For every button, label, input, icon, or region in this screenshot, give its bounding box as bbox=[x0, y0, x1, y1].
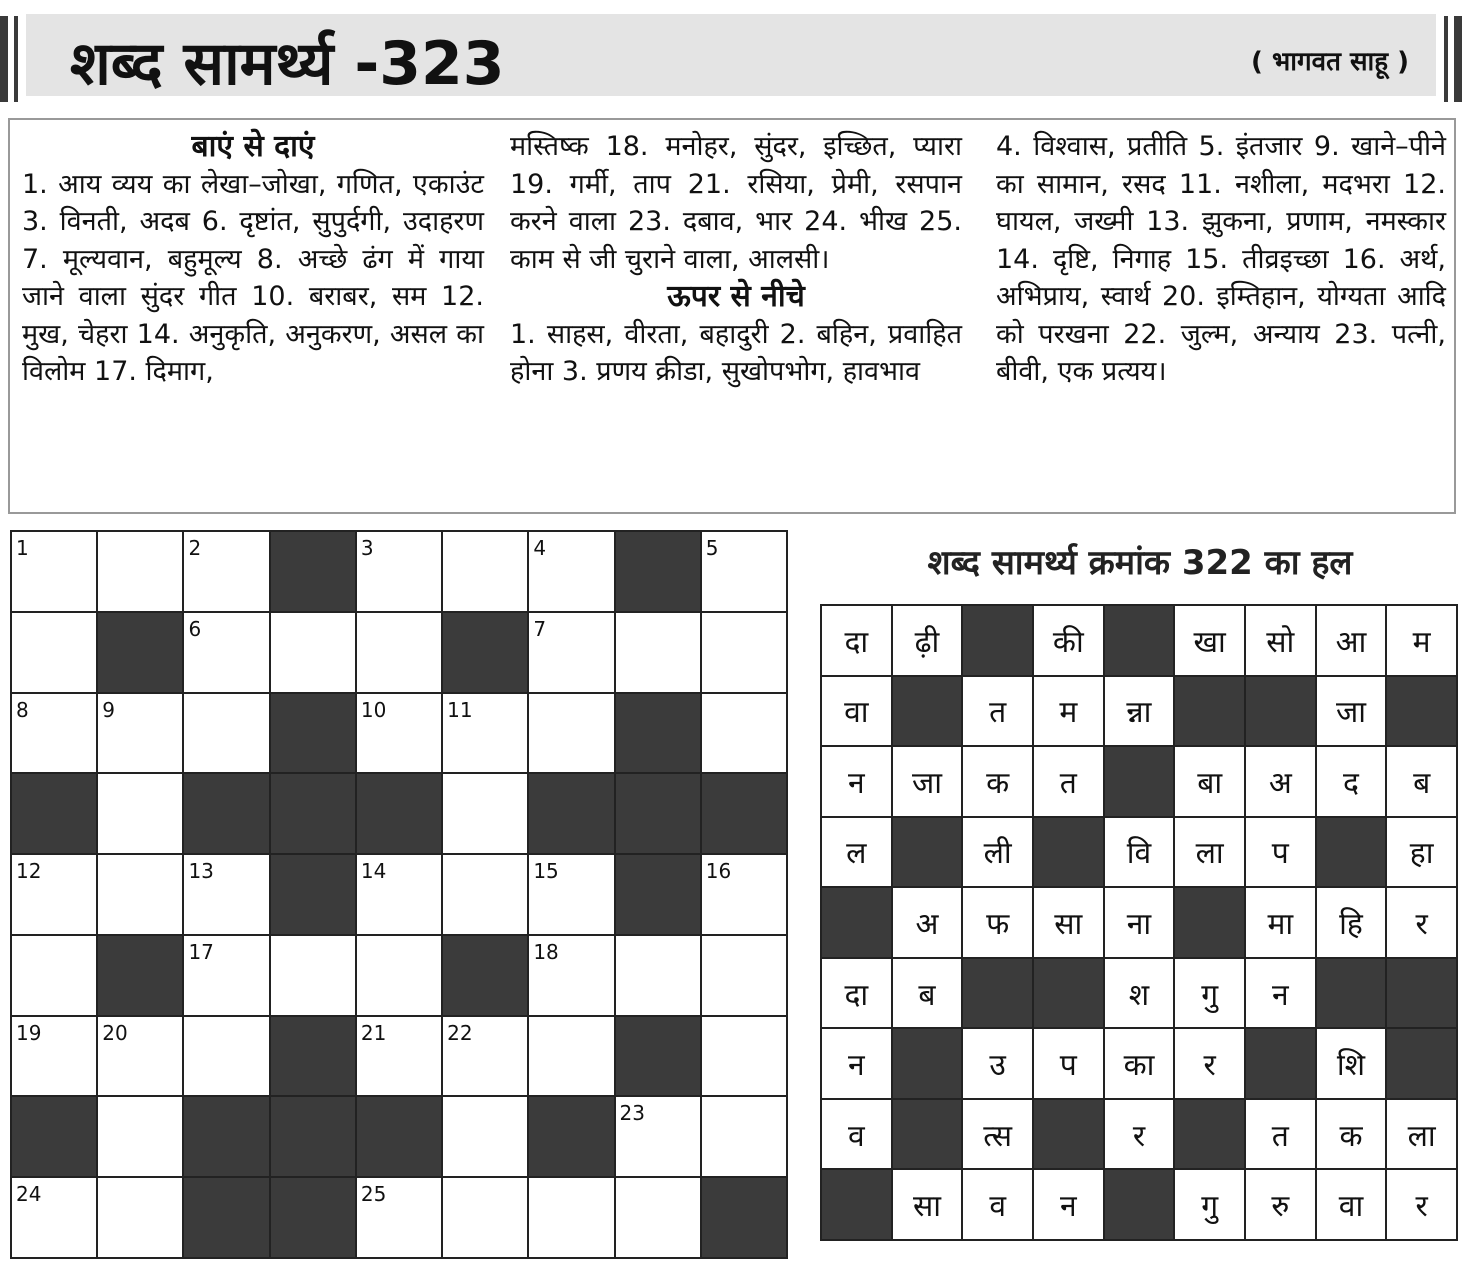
grid-cell[interactable] bbox=[12, 694, 96, 773]
solution-cell: प bbox=[1034, 1029, 1103, 1098]
solution-cell: ल bbox=[822, 818, 891, 887]
grid-cell-black bbox=[616, 774, 700, 853]
clue-number: 6 bbox=[188, 616, 202, 641]
grid-cell[interactable] bbox=[357, 694, 441, 773]
clue-number: 22 bbox=[447, 1020, 473, 1045]
solution-cell-black bbox=[893, 1100, 962, 1169]
solution-cell: हा bbox=[1387, 818, 1456, 887]
clue-number: 1 bbox=[16, 536, 29, 560]
page-title: शब्द सामर्थ्य -323 bbox=[70, 29, 505, 99]
clues-column-1 bbox=[22, 128, 484, 391]
across-heading: बाएं से दाएं bbox=[191, 129, 315, 164]
clue-number: 9 bbox=[102, 697, 115, 722]
solution-cell-black bbox=[1105, 1170, 1174, 1239]
solution-cell: ब bbox=[1387, 747, 1456, 816]
grid-cell[interactable] bbox=[357, 1017, 441, 1096]
solution-cell: प bbox=[1246, 818, 1315, 887]
solution-cell: क bbox=[1317, 1100, 1386, 1169]
grid-cell-black bbox=[12, 1097, 96, 1176]
clues-box bbox=[8, 118, 1456, 514]
grid-cell-black bbox=[357, 1097, 441, 1176]
grid-cell[interactable] bbox=[184, 1017, 268, 1096]
grid-cell[interactable] bbox=[98, 855, 182, 934]
solution-cell-black bbox=[1387, 959, 1456, 1028]
solution-cell: अ bbox=[1246, 747, 1315, 816]
solution-cell-black bbox=[1246, 1029, 1315, 1098]
solution-cell: हि bbox=[1317, 888, 1386, 957]
clues-column-2 bbox=[510, 128, 962, 391]
grid-cell[interactable] bbox=[271, 613, 355, 692]
solution-cell: त bbox=[1246, 1100, 1315, 1169]
solution-cell-black bbox=[822, 888, 891, 957]
down-heading: ऊपर से नीचे bbox=[667, 279, 805, 314]
across-clues-part1: 1. आय व्यय का लेखा–जोखा, गणित, एकाउंट 3. विनती, अदब 6. दृष्टांत, सुपुर्दगी, उदाहरण 7. मूल्यवान, बहुमूल्य 8. अच्छे ढंग में गाया जाने वाला सुंदर गीत 10. बराबर, सम 12. मुख, चेहरा 14. अनुकृति, अनुकरण, असल का विलोम 17. दिमाग, bbox=[22, 168, 484, 387]
right-bar-outer bbox=[1454, 16, 1462, 102]
clue-number: 23 bbox=[619, 1101, 645, 1126]
left-bar-inner bbox=[14, 16, 18, 102]
solution-cell: जा bbox=[1317, 677, 1386, 746]
grid-cell[interactable] bbox=[616, 613, 700, 692]
solution-cell-black bbox=[893, 677, 962, 746]
grid-cell[interactable] bbox=[184, 532, 268, 611]
solution-cell: न bbox=[822, 1029, 891, 1098]
grid-cell[interactable] bbox=[12, 613, 96, 692]
solution-cell: गु bbox=[1175, 1170, 1244, 1239]
clue-number: 5 bbox=[705, 536, 719, 560]
solution-cell: जा bbox=[893, 747, 962, 816]
clue-number: 25 bbox=[360, 1182, 387, 1207]
header-banner bbox=[0, 10, 1469, 100]
solution-cell-black bbox=[1317, 959, 1386, 1028]
left-bar-outer bbox=[0, 16, 8, 102]
grid-cell-black bbox=[616, 855, 700, 934]
grid-cell[interactable] bbox=[98, 694, 182, 773]
clue-number: 3 bbox=[360, 536, 374, 560]
clue-number: 21 bbox=[360, 1020, 387, 1045]
grid-cell[interactable] bbox=[443, 532, 527, 611]
grid-cell-black bbox=[443, 936, 527, 1015]
crossword-grid bbox=[10, 530, 788, 1259]
solution-cell: सो bbox=[1246, 606, 1315, 675]
solution-cell: वि bbox=[1105, 818, 1174, 887]
solution-cell: सा bbox=[1034, 888, 1103, 957]
clue-number: 17 bbox=[188, 939, 214, 964]
grid-cell-black bbox=[184, 1178, 268, 1257]
grid-cell[interactable] bbox=[616, 1178, 700, 1257]
grid-cell-black bbox=[271, 855, 355, 934]
solution-cell-black bbox=[1175, 888, 1244, 957]
grid-cell[interactable] bbox=[443, 1097, 527, 1176]
solution-cell: र bbox=[1387, 1170, 1456, 1239]
grid-cell[interactable] bbox=[702, 694, 786, 773]
grid-cell[interactable] bbox=[184, 936, 268, 1015]
grid-cell[interactable] bbox=[443, 694, 527, 773]
grid-cell[interactable] bbox=[184, 613, 268, 692]
clue-number: 4 bbox=[533, 536, 547, 560]
clue-number: 18 bbox=[533, 939, 559, 964]
solution-cell: अ bbox=[893, 888, 962, 957]
grid-cell[interactable] bbox=[443, 774, 527, 853]
grid-cell[interactable] bbox=[443, 1178, 527, 1257]
grid-cell[interactable] bbox=[357, 532, 441, 611]
clue-number: 15 bbox=[533, 859, 559, 884]
right-bar-inner bbox=[1444, 16, 1448, 102]
grid-cell-black bbox=[616, 1017, 700, 1096]
solution-cell: वा bbox=[822, 677, 891, 746]
grid-cell-black bbox=[529, 1097, 613, 1176]
solution-cell: ली bbox=[963, 818, 1032, 887]
clue-number: 8 bbox=[16, 697, 29, 722]
solution-cell: ढ़ी bbox=[893, 606, 962, 675]
solution-cell-black bbox=[963, 606, 1032, 675]
grid-cell[interactable] bbox=[184, 855, 268, 934]
solution-cell: त bbox=[1034, 747, 1103, 816]
solution-cell-black bbox=[893, 818, 962, 887]
clue-number: 14 bbox=[360, 859, 387, 884]
solution-cell-black bbox=[1034, 959, 1103, 1028]
solution-cell: म bbox=[1034, 677, 1103, 746]
solution-cell: न bbox=[1034, 1170, 1103, 1239]
grid-cell[interactable] bbox=[12, 1178, 96, 1257]
grid-cell[interactable] bbox=[357, 1178, 441, 1257]
solution-cell-black bbox=[1105, 606, 1174, 675]
solution-cell: द bbox=[1317, 747, 1386, 816]
solution-cell: न्ना bbox=[1105, 677, 1174, 746]
grid-cell[interactable] bbox=[529, 694, 613, 773]
grid-cell[interactable] bbox=[12, 1017, 96, 1096]
solution-cell: सा bbox=[893, 1170, 962, 1239]
grid-cell-black bbox=[271, 532, 355, 611]
solution-cell-black bbox=[1317, 818, 1386, 887]
solution-cell: व bbox=[822, 1100, 891, 1169]
solution-cell-black bbox=[1387, 1029, 1456, 1098]
solution-cell: त bbox=[963, 677, 1032, 746]
clue-number: 24 bbox=[16, 1182, 42, 1207]
clue-number: 16 bbox=[705, 859, 732, 884]
solution-cell-black bbox=[822, 1170, 891, 1239]
grid-cell[interactable] bbox=[12, 855, 96, 934]
grid-cell[interactable] bbox=[12, 936, 96, 1015]
grid-cell[interactable] bbox=[702, 1017, 786, 1096]
solution-cell: म bbox=[1387, 606, 1456, 675]
solution-cell-black bbox=[1175, 677, 1244, 746]
solution-cell-black bbox=[893, 1029, 962, 1098]
grid-cell[interactable] bbox=[529, 1017, 613, 1096]
grid-cell[interactable] bbox=[271, 936, 355, 1015]
solution-cell: दा bbox=[822, 959, 891, 1028]
solution-title: शब्द सामर्थ्य क्रमांक 322 का हल bbox=[927, 543, 1353, 583]
grid-cell-black bbox=[271, 1017, 355, 1096]
solution-cell: खा bbox=[1175, 606, 1244, 675]
solution-cell-black bbox=[1105, 747, 1174, 816]
grid-cell-black bbox=[271, 694, 355, 773]
across-clues-part2: मस्तिष्क 18. मनोहर, सुंदर, इच्छित, प्यारा 19. गर्मी, ताप 21. रसिया, प्रेमी, रसपान करने वाला 23. दबाव, भार 24. भीख 25. काम से जी चुराने वाला, आलसी। bbox=[510, 131, 962, 275]
grid-cell[interactable] bbox=[616, 1097, 700, 1176]
grid-cell-black bbox=[271, 1097, 355, 1176]
solution-cell: उ bbox=[963, 1029, 1032, 1098]
clue-number: 11 bbox=[447, 697, 473, 722]
clue-number: 10 bbox=[360, 697, 387, 722]
solution-cell: की bbox=[1034, 606, 1103, 675]
solution-cell: वा bbox=[1317, 1170, 1386, 1239]
grid-cell-black bbox=[357, 774, 441, 853]
grid-cell[interactable] bbox=[357, 936, 441, 1015]
grid-cell[interactable] bbox=[98, 1097, 182, 1176]
solution-cell: दा bbox=[822, 606, 891, 675]
solution-cell: न bbox=[1246, 959, 1315, 1028]
grid-cell[interactable] bbox=[529, 613, 613, 692]
grid-cell[interactable] bbox=[529, 1178, 613, 1257]
grid-cell-black bbox=[184, 774, 268, 853]
clue-number: 19 bbox=[16, 1020, 42, 1045]
clue-number: 2 bbox=[188, 536, 202, 560]
clue-number: 12 bbox=[16, 859, 42, 884]
down-clues-part1: 1. साहस, वीरता, बहादुरी 2. बहिन, प्रवाहित होना 3. प्रणय क्रीडा, सुखोपभोग, हावभाव bbox=[510, 318, 962, 387]
solution-cell: का bbox=[1105, 1029, 1174, 1098]
grid-cell[interactable] bbox=[98, 532, 182, 611]
solution-cell: आ bbox=[1317, 606, 1386, 675]
grid-cell[interactable] bbox=[529, 936, 613, 1015]
grid-cell[interactable] bbox=[529, 532, 613, 611]
down-clues-part2: 4. विश्वास, प्रतीति 5. इंतजार 9. खाने–पीने का सामान, रसद 11. नशीला, मदभरा 12. घायल, जख्मी 13. झुकना, प्रणाम, नमस्कार 14. दृष्टि, निगाह 15. तीव्रइच्छा 16. अर्थ, अभिप्राय, स्वार्थ 20. इम्तिहान, योग्यता आदि को परखना 22. जुल्म, अन्याय 23. पत्नी, बीवी, एक प्रत्यय। bbox=[996, 131, 1446, 387]
solution-cell: न bbox=[822, 747, 891, 816]
grid-cell-black bbox=[98, 613, 182, 692]
grid-cell[interactable] bbox=[443, 855, 527, 934]
solution-cell-black bbox=[963, 959, 1032, 1028]
solution-cell: बा bbox=[1175, 747, 1244, 816]
grid-cell-black bbox=[271, 774, 355, 853]
grid-cell[interactable] bbox=[357, 613, 441, 692]
solution-cell: र bbox=[1387, 888, 1456, 957]
grid-cell[interactable] bbox=[702, 855, 786, 934]
solution-grid bbox=[820, 604, 1458, 1241]
grid-cell[interactable] bbox=[184, 694, 268, 773]
solution-cell: ला bbox=[1387, 1100, 1456, 1169]
solution-cell: गु bbox=[1175, 959, 1244, 1028]
solution-cell: क bbox=[963, 747, 1032, 816]
grid-cell-black bbox=[271, 1178, 355, 1257]
grid-cell-black bbox=[529, 774, 613, 853]
grid-cell-black bbox=[12, 774, 96, 853]
grid-cell[interactable] bbox=[357, 855, 441, 934]
solution-cell: व bbox=[963, 1170, 1032, 1239]
author-credit: ( भागवत साहू ) bbox=[1251, 47, 1409, 77]
grid-cell[interactable] bbox=[98, 1178, 182, 1257]
solution-cell: शि bbox=[1317, 1029, 1386, 1098]
solution-cell-black bbox=[1387, 677, 1456, 746]
grid-cell[interactable] bbox=[98, 774, 182, 853]
grid-cell[interactable] bbox=[616, 936, 700, 1015]
solution-cell: ब bbox=[893, 959, 962, 1028]
solution-cell: र bbox=[1105, 1100, 1174, 1169]
grid-cell[interactable] bbox=[529, 855, 613, 934]
grid-cell[interactable] bbox=[443, 1017, 527, 1096]
solution-cell: ना bbox=[1105, 888, 1174, 957]
solution-cell: र bbox=[1175, 1029, 1244, 1098]
solution-cell-black bbox=[1246, 677, 1315, 746]
grid-cell[interactable] bbox=[702, 1097, 786, 1176]
solution-cell-black bbox=[1175, 1100, 1244, 1169]
grid-cell[interactable] bbox=[702, 613, 786, 692]
grid-cell-black bbox=[702, 1178, 786, 1257]
solution-cell: श bbox=[1105, 959, 1174, 1028]
grid-cell[interactable] bbox=[98, 1017, 182, 1096]
solution-cell: ला bbox=[1175, 818, 1244, 887]
grid-cell-black bbox=[98, 936, 182, 1015]
grid-cell-black bbox=[616, 694, 700, 773]
solution-cell-black bbox=[1034, 1100, 1103, 1169]
solution-cell-black bbox=[1034, 818, 1103, 887]
solution-cell: रु bbox=[1246, 1170, 1315, 1239]
clue-number: 7 bbox=[533, 616, 547, 641]
grid-cell[interactable] bbox=[12, 532, 96, 611]
grid-cell-black bbox=[702, 774, 786, 853]
clue-number: 13 bbox=[188, 859, 214, 884]
solution-cell: फ bbox=[963, 888, 1032, 957]
grid-cell-black bbox=[616, 532, 700, 611]
clues-column-3 bbox=[996, 128, 1446, 391]
solution-cell: मा bbox=[1246, 888, 1315, 957]
clue-number: 20 bbox=[102, 1020, 128, 1045]
grid-cell[interactable] bbox=[702, 532, 786, 611]
grid-cell-black bbox=[184, 1097, 268, 1176]
grid-cell[interactable] bbox=[702, 936, 786, 1015]
solution-cell: त्स bbox=[963, 1100, 1032, 1169]
grid-cell-black bbox=[443, 613, 527, 692]
